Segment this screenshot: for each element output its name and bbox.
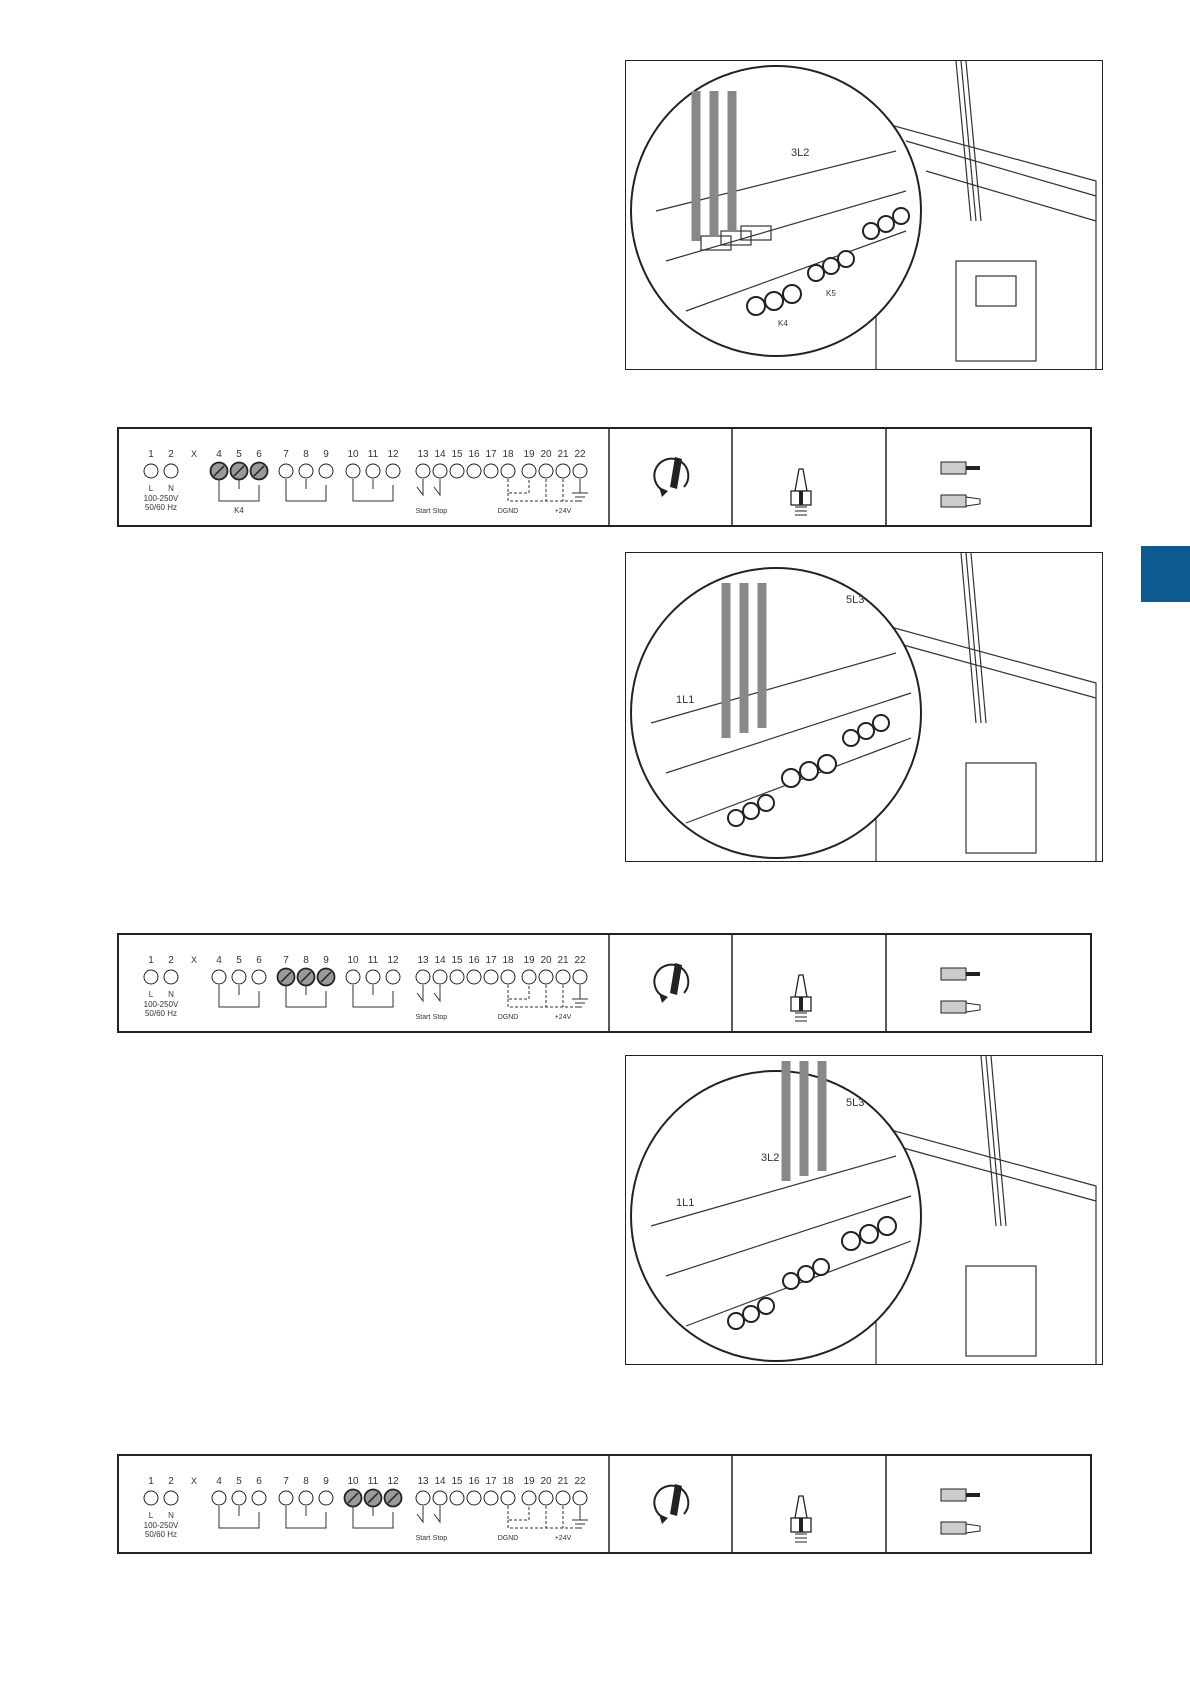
ground-symbol xyxy=(572,1506,588,1528)
terminal-number: 2 xyxy=(168,449,174,460)
label-k5: K5 xyxy=(826,289,836,298)
label-3L2: 3L2 xyxy=(791,147,810,159)
terminal-circle xyxy=(386,970,400,984)
terminal-number: 11 xyxy=(367,1476,379,1487)
terminal-number: 21 xyxy=(557,449,569,460)
terminal-number: 14 xyxy=(434,449,446,460)
terminal-number: 5 xyxy=(236,449,242,460)
terminal-number: 22 xyxy=(574,449,586,460)
supply-label: L xyxy=(148,484,154,493)
terminal-circle xyxy=(144,1491,158,1505)
terminal-number: 14 xyxy=(434,955,446,966)
figure-terminal-k5 xyxy=(625,552,1103,862)
terminal-number: 15 xyxy=(451,1476,463,1487)
terminal-number: 11 xyxy=(367,449,379,460)
terminal-number: 7 xyxy=(283,449,289,460)
terminal-circle xyxy=(252,970,266,984)
supply-label: L xyxy=(148,1511,154,1520)
terminal-number: 8 xyxy=(303,1476,309,1487)
label-1L1: 1L1 xyxy=(676,1197,695,1209)
supply-label: 100-250V xyxy=(143,1000,179,1009)
terminal-circle xyxy=(556,970,570,984)
terminal-circle xyxy=(416,970,430,984)
terminal-number: 11 xyxy=(367,955,379,966)
terminal-number: 4 xyxy=(216,955,222,966)
figure-2-drawing xyxy=(626,553,1103,862)
terminal-number: 18 xyxy=(502,449,514,460)
supply-label: 50/60 Hz xyxy=(144,1009,178,1018)
terminal-circle xyxy=(433,970,447,984)
io-label: Stop xyxy=(432,1014,448,1021)
terminal-circle xyxy=(212,970,226,984)
wire-ferrule-icon xyxy=(941,1001,980,1013)
io-wiring xyxy=(508,479,580,501)
terminal-circle xyxy=(319,464,333,478)
terminal-number: 12 xyxy=(387,955,399,966)
terminal-number: 17 xyxy=(485,955,497,966)
supply-label: 100-250V xyxy=(143,1521,179,1530)
terminal-circle xyxy=(346,970,360,984)
io-label: Stop xyxy=(432,508,448,515)
ground-symbol xyxy=(572,479,588,501)
terminal-number: 20 xyxy=(540,449,552,460)
io-wiring xyxy=(508,985,580,1007)
terminal-number: 9 xyxy=(323,955,329,966)
terminal-number: 9 xyxy=(323,449,329,460)
terminal-number: 16 xyxy=(468,955,480,966)
terminal-circle xyxy=(450,1491,464,1505)
terminal-number: 10 xyxy=(347,1476,359,1487)
terminal-circle xyxy=(366,464,380,478)
terminal-circle xyxy=(299,1491,313,1505)
supply-label: N xyxy=(168,484,174,493)
terminal-circle xyxy=(212,1491,226,1505)
relay-wiring xyxy=(219,479,259,501)
terminal-circle xyxy=(164,970,178,984)
terminal-circle xyxy=(433,464,447,478)
x-mark: X xyxy=(190,1476,198,1486)
terminal-number: 7 xyxy=(283,1476,289,1487)
terminal-circle xyxy=(467,464,481,478)
terminal-circle xyxy=(252,1491,266,1505)
screwdriver-rotate-icon xyxy=(654,963,688,1003)
terminal-number: 1 xyxy=(148,1476,154,1487)
terminal-circle xyxy=(467,970,481,984)
relay-wiring xyxy=(353,985,393,1007)
terminal-number: 13 xyxy=(417,1476,429,1487)
terminal-number: 1 xyxy=(148,955,154,966)
supply-label: N xyxy=(168,990,174,999)
terminal-number: 13 xyxy=(417,449,429,460)
wire-stripped-icon xyxy=(941,462,980,474)
terminal-number: 16 xyxy=(468,449,480,460)
terminal-number: 6 xyxy=(256,955,262,966)
terminal-circle xyxy=(501,1491,515,1505)
terminal-number: 14 xyxy=(434,1476,446,1487)
strip-2-drawing xyxy=(119,935,1092,1033)
terminal-number: 12 xyxy=(387,449,399,460)
terminal-circle xyxy=(279,1491,293,1505)
io-label: Stop xyxy=(432,1535,448,1542)
terminal-circle xyxy=(573,1491,587,1505)
terminal-strip-k4 xyxy=(117,427,1092,527)
terminal-number: 6 xyxy=(256,449,262,460)
terminal-circle xyxy=(386,464,400,478)
io-label: +24V xyxy=(554,1535,572,1542)
relay-label: K4 xyxy=(234,506,244,515)
screwdriver-icon xyxy=(791,1496,811,1542)
wire-stripped-icon xyxy=(941,1489,980,1501)
terminal-number: 5 xyxy=(236,1476,242,1487)
terminal-strip-k6 xyxy=(117,1454,1092,1554)
label-3L2: 3L2 xyxy=(761,1152,780,1164)
terminal-number: 20 xyxy=(540,1476,552,1487)
terminal-circle xyxy=(573,970,587,984)
terminal-number: 15 xyxy=(451,449,463,460)
terminal-circle xyxy=(416,1491,430,1505)
relay-wiring xyxy=(219,1506,259,1528)
io-label: DGND xyxy=(497,1014,519,1021)
figure-terminal-k6 xyxy=(625,1055,1103,1365)
wire-ferrule-icon xyxy=(941,495,980,507)
terminal-circle xyxy=(232,1491,246,1505)
terminal-circle xyxy=(501,970,515,984)
terminal-circle xyxy=(164,1491,178,1505)
screwdriver-rotate-icon xyxy=(654,1484,688,1524)
terminal-circle xyxy=(484,970,498,984)
terminal-number: 2 xyxy=(168,1476,174,1487)
terminal-number: 17 xyxy=(485,1476,497,1487)
terminal-circle xyxy=(556,1491,570,1505)
terminal-circle xyxy=(433,1491,447,1505)
screwdriver-icon xyxy=(791,469,811,515)
terminal-circle xyxy=(539,464,553,478)
terminal-number: 22 xyxy=(574,955,586,966)
io-label: +24V xyxy=(554,1014,572,1021)
terminal-number: 8 xyxy=(303,449,309,460)
terminal-number: 21 xyxy=(557,955,569,966)
section-tab xyxy=(1141,546,1190,602)
terminal-number: 19 xyxy=(523,955,535,966)
relay-wiring xyxy=(219,985,259,1007)
terminal-circle xyxy=(319,1491,333,1505)
terminal-number: 22 xyxy=(574,1476,586,1487)
strip-3-drawing xyxy=(119,1456,1092,1554)
relay-wiring xyxy=(353,479,393,501)
figure-3-drawing xyxy=(626,1056,1103,1365)
relay-wiring xyxy=(286,479,326,501)
label-k4: K4 xyxy=(778,319,788,328)
terminal-circle xyxy=(416,464,430,478)
terminal-circle xyxy=(522,464,536,478)
terminal-number: 20 xyxy=(540,955,552,966)
io-label: DGND xyxy=(497,1535,519,1542)
figure-1-drawing xyxy=(626,61,1103,370)
terminal-number: 8 xyxy=(303,955,309,966)
terminal-circle xyxy=(450,464,464,478)
terminal-circle xyxy=(501,464,515,478)
terminal-circle xyxy=(573,464,587,478)
supply-label: 50/60 Hz xyxy=(144,1530,178,1539)
terminal-number: 18 xyxy=(502,1476,514,1487)
supply-label: L xyxy=(148,990,154,999)
terminal-circle xyxy=(164,464,178,478)
terminal-circle xyxy=(522,970,536,984)
terminal-circle xyxy=(346,464,360,478)
terminal-number: 13 xyxy=(417,955,429,966)
io-label: Start xyxy=(415,1535,431,1542)
terminal-circle xyxy=(232,970,246,984)
wire-stripped-icon xyxy=(941,968,980,980)
terminal-circle xyxy=(539,1491,553,1505)
terminal-circle xyxy=(144,464,158,478)
label-5L3: 5L3 xyxy=(846,1097,865,1109)
io-label: Start xyxy=(415,1014,431,1021)
terminal-number: 19 xyxy=(523,1476,535,1487)
io-label: DGND xyxy=(497,508,519,515)
terminal-number: 9 xyxy=(323,1476,329,1487)
terminal-circle xyxy=(522,1491,536,1505)
terminal-strip-k5 xyxy=(117,933,1092,1033)
io-label: Start xyxy=(415,508,431,515)
terminal-number: 17 xyxy=(485,449,497,460)
terminal-circle xyxy=(556,464,570,478)
terminal-circle xyxy=(539,970,553,984)
terminal-number: 4 xyxy=(216,449,222,460)
terminal-circle xyxy=(467,1491,481,1505)
terminal-number: 1 xyxy=(148,449,154,460)
terminal-number: 19 xyxy=(523,449,535,460)
label-1L1: 1L1 xyxy=(676,694,695,706)
terminal-number: 15 xyxy=(451,955,463,966)
terminal-number: 10 xyxy=(347,449,359,460)
x-mark: X xyxy=(190,955,198,965)
terminal-circle xyxy=(279,464,293,478)
relay-wiring xyxy=(286,1506,326,1528)
terminal-number: 12 xyxy=(387,1476,399,1487)
terminal-number: 5 xyxy=(236,955,242,966)
terminal-circle xyxy=(299,464,313,478)
start-stop-switch xyxy=(417,1506,440,1522)
label-5L3: 5L3 xyxy=(846,594,865,606)
io-wiring xyxy=(508,1506,580,1528)
wire-ferrule-icon xyxy=(941,1522,980,1534)
io-label: +24V xyxy=(554,508,572,515)
supply-label: 100-250V xyxy=(143,494,179,503)
terminal-circle xyxy=(144,970,158,984)
screwdriver-rotate-icon xyxy=(654,457,688,497)
figure-terminal-k4 xyxy=(625,60,1103,370)
terminal-number: 18 xyxy=(502,955,514,966)
x-mark: X xyxy=(190,449,198,459)
terminal-number: 6 xyxy=(256,1476,262,1487)
terminal-number: 4 xyxy=(216,1476,222,1487)
terminal-number: 7 xyxy=(283,955,289,966)
relay-wiring xyxy=(286,985,326,1007)
terminal-circle xyxy=(366,970,380,984)
strip-1-drawing xyxy=(119,429,1092,527)
ground-symbol xyxy=(572,985,588,1007)
terminal-circle xyxy=(484,464,498,478)
screwdriver-icon xyxy=(791,975,811,1021)
start-stop-switch xyxy=(417,985,440,1001)
supply-label: N xyxy=(168,1511,174,1520)
terminal-number: 21 xyxy=(557,1476,569,1487)
terminal-circle xyxy=(484,1491,498,1505)
terminal-number: 10 xyxy=(347,955,359,966)
start-stop-switch xyxy=(417,479,440,495)
terminal-number: 16 xyxy=(468,1476,480,1487)
supply-label: 50/60 Hz xyxy=(144,503,178,512)
relay-wiring xyxy=(353,1506,393,1528)
terminal-circle xyxy=(450,970,464,984)
terminal-number: 2 xyxy=(168,955,174,966)
